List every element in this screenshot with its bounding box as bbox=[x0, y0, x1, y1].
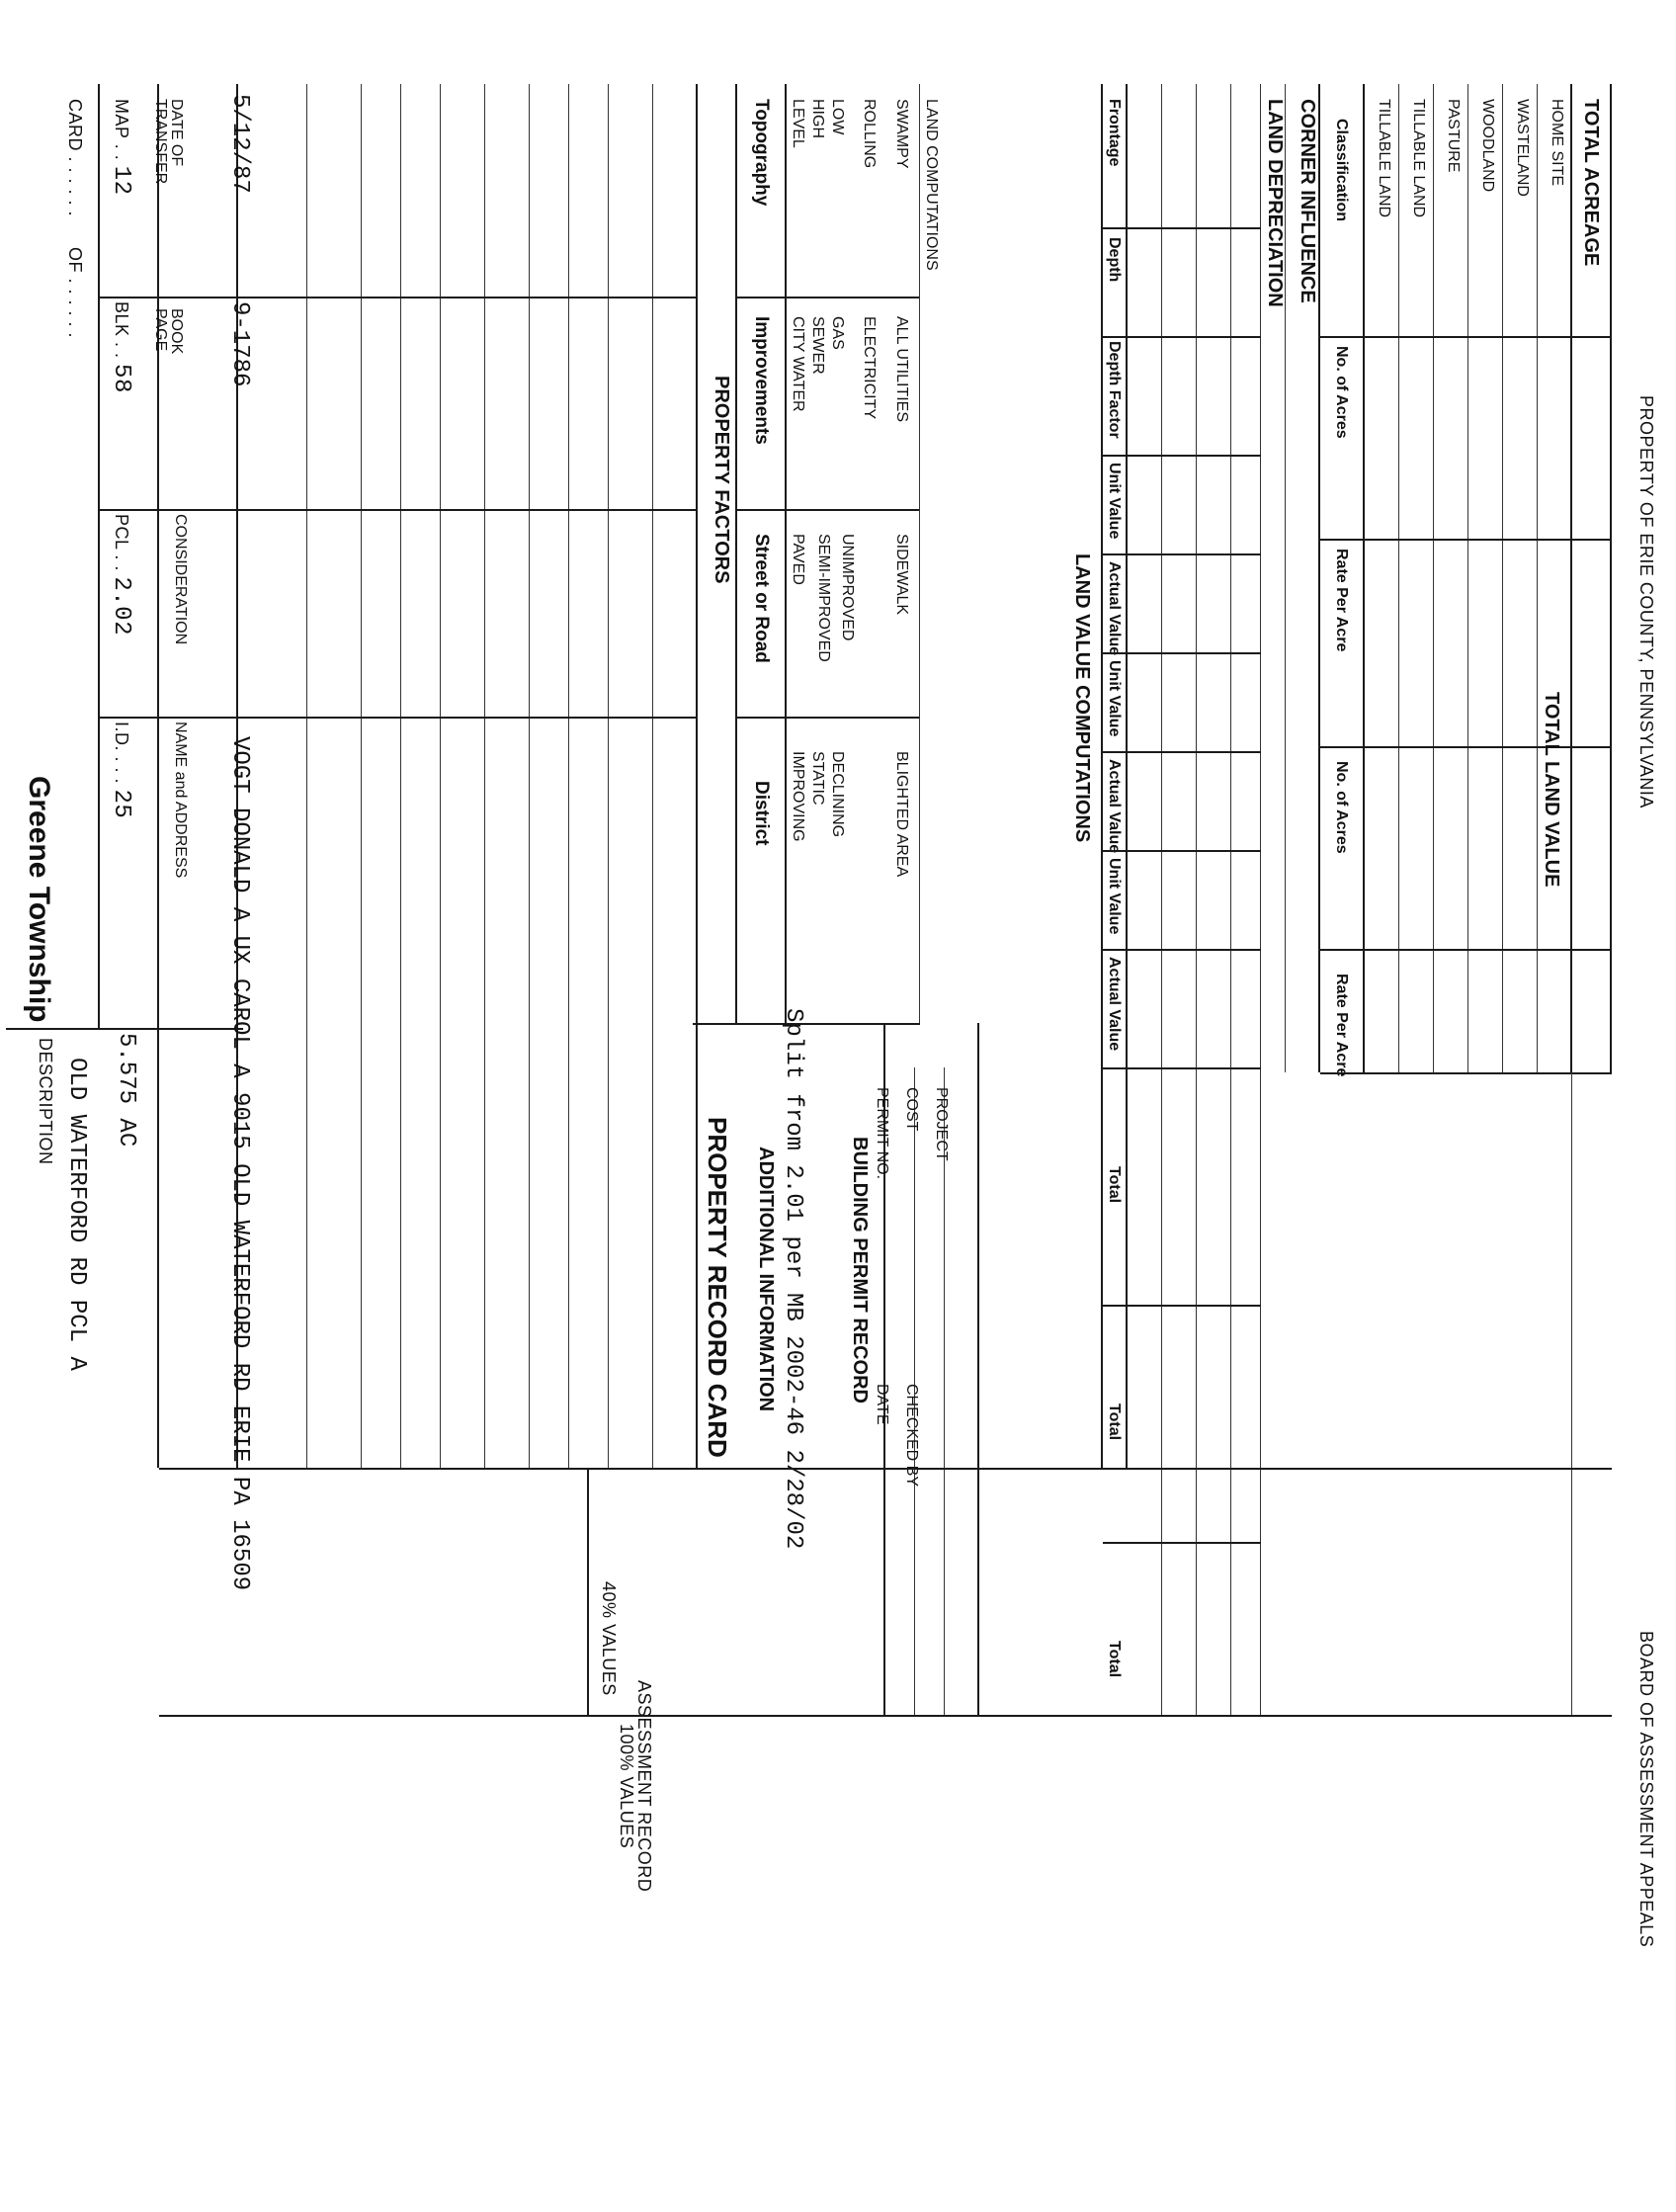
land-computations-label: LAND COMPUTATIONS bbox=[923, 99, 940, 271]
acreage-rule bbox=[1285, 84, 1286, 1072]
lvc-col-divider bbox=[1103, 455, 1261, 457]
transfer-row-line bbox=[484, 84, 485, 1468]
transfer-name-address: VOGT DONALD A UX CAROL A 9015 OLD WATERFORD RD ERIE PA 16509 bbox=[226, 736, 253, 1591]
transfer-row-line bbox=[652, 84, 653, 1468]
factors-rule bbox=[735, 84, 737, 1023]
property-factors-title: PROPERTY FACTORS bbox=[711, 376, 732, 584]
acreage-row-pasture: PASTURE bbox=[1445, 99, 1462, 173]
transfer-row-line bbox=[440, 84, 441, 1468]
acreage-row-tillable-land: TILLABLE LAND bbox=[1410, 99, 1427, 218]
transfer-col-divider bbox=[159, 717, 698, 719]
topography-low: LOW bbox=[829, 99, 846, 135]
district-declining: DECLINING bbox=[829, 751, 846, 838]
district-blighted-area: BLIGHTED AREA bbox=[893, 751, 910, 878]
lvc-col-actual-value: Actual Value bbox=[1106, 957, 1123, 1052]
factors-rule bbox=[919, 84, 920, 1023]
acreage-row-wasteland: WASTELAND bbox=[1514, 99, 1531, 197]
topography-rolling: ROLLING bbox=[861, 99, 878, 169]
transfer-row-line bbox=[696, 84, 698, 1468]
lvc-col-depth: Depth bbox=[1106, 237, 1123, 283]
acreage-col-divider bbox=[1320, 746, 1612, 748]
acreage-row-line bbox=[1467, 84, 1468, 1072]
land-value-computations-title: LAND VALUE COMPUTATIONS bbox=[1071, 553, 1093, 843]
lvc-col-divider bbox=[1103, 227, 1261, 229]
of-label: OF . . . . . . bbox=[65, 247, 85, 339]
factors-col-divider bbox=[737, 717, 920, 719]
lvc-col-total: Total bbox=[1106, 1404, 1123, 1441]
acreage-rule bbox=[1363, 84, 1365, 1072]
description-divider bbox=[6, 1028, 243, 1030]
map-field: MAP . . 12 bbox=[108, 99, 134, 196]
card-label: CARD . . . . . . bbox=[65, 99, 85, 217]
lvc-row-line bbox=[1230, 84, 1231, 1715]
acreage-col-divider bbox=[1320, 1072, 1612, 1074]
street-paved: PAVED bbox=[790, 534, 806, 585]
pcl-field: PCL . . 2.02 bbox=[108, 514, 134, 636]
lvc-col-actual-value: Actual Value bbox=[1106, 759, 1123, 854]
lvc-rule bbox=[1126, 84, 1128, 1468]
values-rule bbox=[587, 1468, 589, 1715]
description-label: DESCRIPTION bbox=[36, 1038, 55, 1165]
acreage-col-rate-per-acre: Rate Per Acre bbox=[1333, 974, 1350, 1077]
consideration-label: CONSIDERATION bbox=[172, 514, 189, 645]
description-line-1: OLD WATERFORD RD PCL A bbox=[63, 1058, 90, 1371]
id-field: I.D. . . . 25 bbox=[108, 722, 134, 819]
forty-percent-values-label: 40% VALUES bbox=[599, 1581, 619, 1696]
transfer-book-page: 9-1786 bbox=[226, 301, 253, 387]
lvc-col-divider bbox=[1103, 336, 1261, 338]
lvc-col-divider bbox=[1103, 1305, 1261, 1307]
district-static: STATIC bbox=[809, 751, 826, 806]
transfer-row-line bbox=[529, 84, 530, 1468]
lvc-col-unit-value: Unit Value bbox=[1106, 858, 1123, 935]
lvc-col-divider bbox=[1103, 553, 1261, 555]
record-card-divider bbox=[693, 1023, 920, 1025]
header-divider bbox=[100, 717, 159, 719]
transfer-row-line bbox=[361, 84, 362, 1468]
factors-rule bbox=[785, 84, 787, 1023]
additional-information-text: Split from 2.01 per MB 2002-46 2/28/02 bbox=[780, 1008, 806, 1550]
acreage-col-divider bbox=[1320, 949, 1612, 951]
blk-field: BLK . . 58 bbox=[108, 301, 134, 393]
topography-level: LEVEL bbox=[790, 99, 806, 148]
improvement-electricity: ELECTRICITY bbox=[861, 316, 878, 420]
permit-rule bbox=[977, 1023, 979, 1715]
acreage-rule bbox=[1318, 84, 1320, 1072]
acreage-col-no-of-acres: No. of Acres bbox=[1333, 761, 1350, 854]
book-page-label: BOOK PAGE bbox=[152, 308, 185, 355]
footer-left: PROPERTY OF ERIE COUNTY, PENNSYLVANIA bbox=[1636, 395, 1656, 808]
total-land-value-label: TOTAL LAND VALUE bbox=[1541, 692, 1562, 888]
transfer-row-line bbox=[306, 84, 307, 1468]
factors-col-divider bbox=[737, 297, 920, 298]
transfer-row-line bbox=[608, 84, 609, 1468]
acreage-col-rate-per-acre: Rate Per Acre bbox=[1333, 549, 1350, 652]
lvc-col-divider bbox=[1103, 1542, 1261, 1544]
acreage-col-classification: Classification bbox=[1333, 119, 1350, 222]
additional-information-title: ADDITIONAL INFORMATION bbox=[755, 1147, 777, 1412]
header-rule bbox=[98, 84, 100, 1028]
lvc-col-unit-value: Unit Value bbox=[1106, 660, 1123, 737]
improvement-gas: GAS bbox=[829, 316, 846, 350]
header-divider bbox=[100, 297, 159, 298]
lvc-col-divider bbox=[1103, 1067, 1261, 1069]
lvc-col-frontage: Frontage bbox=[1106, 99, 1123, 167]
street-sidewalk: SIDEWALK bbox=[893, 534, 910, 616]
acreage-col-no-of-acres: No. of Acres bbox=[1333, 346, 1350, 439]
lvc-row-line bbox=[1196, 84, 1197, 1715]
factors-col-improvements: Improvements bbox=[751, 316, 772, 445]
topography-swampy: SWAMPY bbox=[893, 99, 910, 169]
acreage-row-home-site: HOME SITE bbox=[1549, 99, 1565, 187]
footer-right: BOARD OF ASSESSMENT APPEALS bbox=[1636, 1631, 1656, 1948]
header-divider bbox=[100, 509, 159, 511]
improvement-sewer: SEWER bbox=[809, 316, 826, 375]
factors-col-divider bbox=[737, 509, 920, 511]
lvc-col-divider bbox=[1103, 652, 1261, 654]
permit-date-label: DATE bbox=[874, 1384, 890, 1425]
transfer-date: 5/12/87 bbox=[226, 94, 253, 194]
district-improving: IMPROVING bbox=[790, 751, 806, 842]
corner-influence-label: CORNER INFLUENCE bbox=[1297, 99, 1318, 303]
transfer-col-divider bbox=[159, 509, 698, 511]
lvc-col-total: Total bbox=[1106, 1641, 1123, 1678]
factors-col-street: Street or Road bbox=[751, 534, 772, 663]
lvc-row-line bbox=[1161, 84, 1162, 1715]
factors-col-topography: Topography bbox=[751, 99, 772, 207]
acreage-row-woodland: WOODLAND bbox=[1479, 99, 1496, 193]
acreage-col-divider bbox=[1320, 336, 1612, 338]
permit-cost-label: COST bbox=[903, 1087, 920, 1132]
acreage-row-line bbox=[1433, 84, 1434, 1072]
factors-col-district: District bbox=[751, 781, 772, 846]
acreage-row-line bbox=[1570, 84, 1572, 1072]
lvc-col-divider bbox=[1103, 949, 1261, 951]
property-record-card-title: PROPERTY RECORD CARD bbox=[703, 1117, 732, 1458]
land-depreciation-label: LAND DEPRECIATION bbox=[1264, 99, 1286, 307]
permit-no-label: PERMIT NO. bbox=[874, 1087, 890, 1180]
values-col-divider bbox=[159, 1715, 1612, 1717]
lvc-col-depth-factor: Depth Factor bbox=[1106, 341, 1123, 439]
lvc-col-divider bbox=[1103, 850, 1261, 852]
improvement-all-utilities: ALL UTILITIES bbox=[893, 316, 910, 422]
acreage-row-line bbox=[1398, 84, 1399, 1072]
building-permit-record-title: BUILDING PERMIT RECORD bbox=[849, 1137, 871, 1404]
lvc-row-line bbox=[1260, 84, 1261, 1715]
header-rule bbox=[157, 84, 159, 1468]
lvc-col-actual-value: Actual Value bbox=[1106, 561, 1123, 656]
assessment-record-title: ASSESSMENT RECORD 100% VALUES bbox=[617, 1680, 654, 1893]
transfer-row-line bbox=[568, 84, 569, 1468]
permit-rule bbox=[944, 1067, 945, 1715]
lvc-col-unit-value: Unit Value bbox=[1106, 463, 1123, 540]
lvc-rule bbox=[1101, 84, 1103, 1468]
acreage-row-line bbox=[1502, 84, 1503, 1072]
acreage-row-line bbox=[1537, 84, 1538, 1072]
lvc-col-divider bbox=[1103, 751, 1261, 753]
township-name: Greene Township bbox=[23, 776, 55, 1023]
permit-project-label: PROJECT bbox=[933, 1087, 950, 1161]
total-land-value-line bbox=[1571, 1072, 1572, 1715]
description-line-2: 5.575 AC bbox=[113, 1033, 139, 1148]
street-semi-improved: SEMI-IMPROVED bbox=[815, 534, 832, 662]
transfer-row-line bbox=[400, 84, 401, 1468]
acreage-row-tillable-land: TILLABLE LAND bbox=[1376, 99, 1392, 218]
topography-high: HIGH bbox=[809, 99, 826, 138]
acreage-row-line bbox=[1610, 84, 1612, 1072]
lvc-col-total: Total bbox=[1106, 1166, 1123, 1204]
street-unimproved: UNIMPROVED bbox=[839, 534, 856, 641]
acreage-col-divider bbox=[1320, 539, 1612, 541]
transfer-col-divider bbox=[159, 297, 698, 298]
permit-checked-by-label: CHECKED BY bbox=[903, 1384, 920, 1488]
improvement-city-water: CITY WATER bbox=[790, 316, 806, 412]
name-address-label: NAME and ADDRESS bbox=[172, 722, 189, 879]
total-acreage-label: TOTAL ACREAGE bbox=[1580, 99, 1602, 267]
values-col-divider bbox=[159, 1468, 1612, 1470]
date-transfer-label: DATE OF TRANSFER bbox=[152, 99, 185, 185]
